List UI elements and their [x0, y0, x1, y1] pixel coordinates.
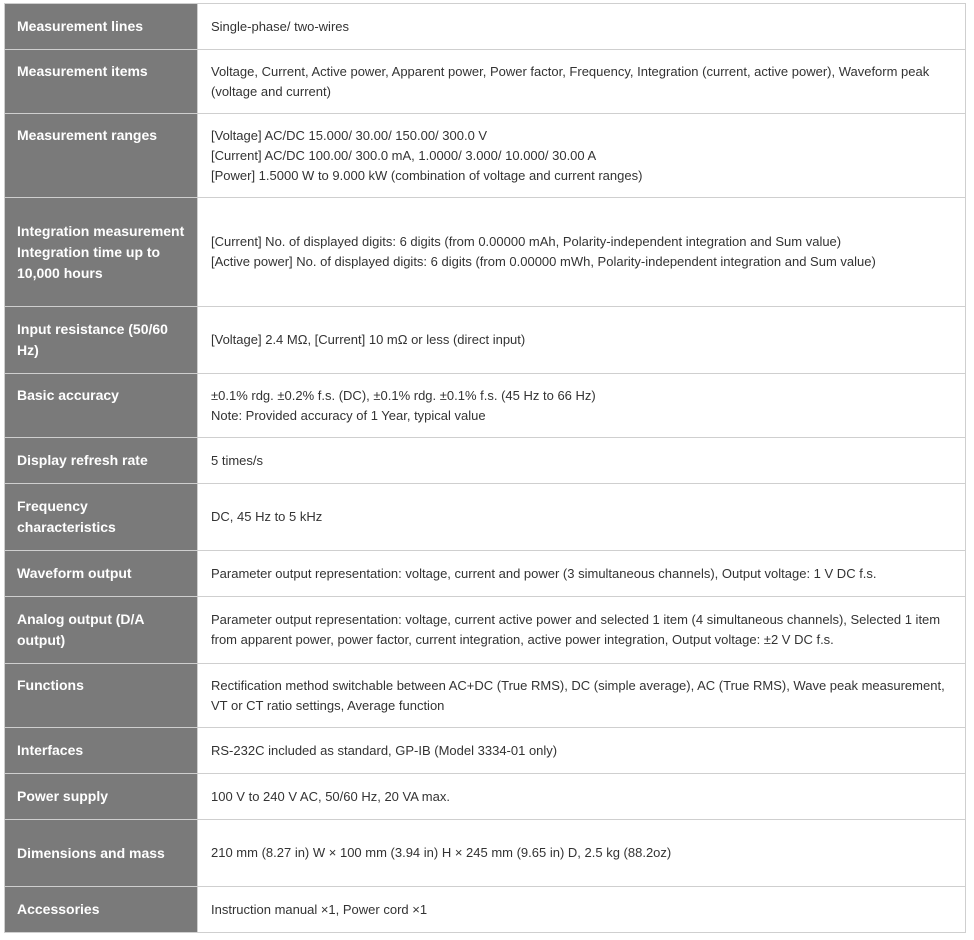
row-value: [198, 887, 966, 933]
row-value: [198, 664, 966, 728]
value-line: Voltage, Current, Active power, Apparent power, Power factor, Frequency, Integration (current, active power), Waveform peak (voltage and current): [211, 63, 930, 99]
spec-row: [5, 597, 966, 664]
row-value: [198, 597, 966, 664]
value-line: Rectification method switchable between AC+DC (True RMS), DC (simple average), AC (True RMS), Wave peak measurement, VT or CT ratio settings, Average function: [211, 677, 945, 713]
row-label: Waveform output: [5, 551, 198, 597]
value-line: [Active power] No. of displayed digits: 6 digits (from 0.00000 mWh, Polarity-independent integration and Sum value): [211, 254, 876, 269]
row-value: [198, 820, 966, 887]
value-line: DC, 45 Hz to 5 kHz: [211, 509, 323, 524]
value-line: [Current] AC/DC 100.00/ 300.0 mA, 1.0000/ 3.000/ 10.000/ 30.00 A: [211, 147, 597, 163]
value-line: Parameter output representation: voltage, current and power (3 simultaneous channels), Output voltage: 1 V DC f.s.: [211, 565, 877, 581]
row-label: Input resistance (50/60 Hz): [5, 307, 198, 374]
spec-row: [5, 114, 966, 198]
row-value: [198, 114, 966, 198]
row-value: [198, 728, 966, 774]
row-value: [198, 307, 966, 374]
row-label: Basic accuracy: [5, 374, 198, 438]
row-label: Measurement lines: [5, 4, 198, 50]
value-line: ±0.1% rdg. ±0.2% f.s. (DC), ±0.1% rdg. ±0.1% f.s. (45 Hz to 66 Hz): [211, 387, 596, 403]
row-value: [198, 50, 966, 114]
spec-row: [5, 50, 966, 114]
value-line: Instruction manual ×1, Power cord ×1: [211, 901, 428, 917]
row-label: Frequency characteristics: [5, 484, 198, 551]
row-value: [198, 774, 966, 820]
spec-row: [5, 484, 966, 551]
spec-row: [5, 664, 966, 728]
value-line: [Power] 1.5000 W to 9.000 kW (combination of voltage and current ranges): [211, 167, 643, 183]
value-line: Single-phase/ two-wires: [211, 18, 350, 34]
row-label: Functions: [5, 664, 198, 728]
row-value: [198, 374, 966, 438]
row-label: Dimensions and mass: [5, 820, 198, 887]
row-label: Power supply: [5, 774, 198, 820]
value-line: 210 mm (8.27 in) W × 100 mm (3.94 in) H × 245 mm (9.65 in) D, 2.5 kg (88.2oz): [211, 845, 672, 860]
value-line: RS-232C included as standard, GP-IB (Model 3334-01 only): [211, 742, 558, 758]
spec-row: [5, 728, 966, 774]
value-line: Parameter output representation: voltage, current active power and selected 1 item (4 simultaneous channels), Selected 1 item from apparent power, power factor, current integration, active power integration, Output voltage: ±2 V DC f.s.: [211, 612, 941, 647]
row-value: [198, 4, 966, 50]
spec-row: [5, 4, 966, 50]
row-label: Accessories: [5, 887, 198, 933]
spec-row: [5, 887, 966, 933]
spec-row: [5, 374, 966, 438]
row-label: Analog output (D/A output): [5, 597, 198, 664]
value-line: Note: Provided accuracy of 1 Year, typical value: [211, 407, 486, 423]
spec-table: [4, 3, 966, 933]
row-label: Display refresh rate: [5, 438, 198, 484]
spec-row: [5, 551, 966, 597]
row-value: [198, 551, 966, 597]
value-line: [Voltage] 2.4 MΩ, [Current] 10 mΩ or less (direct input): [211, 332, 526, 347]
value-line: [Current] No. of displayed digits: 6 digits (from 0.00000 mAh, Polarity-independent integration and Sum value): [211, 234, 842, 249]
row-value: [198, 484, 966, 551]
row-value: [198, 438, 966, 484]
value-line: 100 V to 240 V AC, 50/60 Hz, 20 VA max.: [211, 788, 450, 804]
row-value: [198, 198, 966, 307]
row-label: Interfaces: [5, 728, 198, 774]
row-label: Integration measurement Integration time up to 10,000 hours: [5, 198, 198, 307]
spec-row: [5, 307, 966, 374]
value-line: 5 times/s: [211, 452, 264, 468]
spec-row: [5, 198, 966, 307]
row-label: Measurement ranges: [5, 114, 198, 198]
spec-row: [5, 820, 966, 887]
spec-row: [5, 438, 966, 484]
spec-row: [5, 774, 966, 820]
value-line: [Voltage] AC/DC 15.000/ 30.00/ 150.00/ 300.0 V: [211, 127, 488, 143]
row-label: Measurement items: [5, 50, 198, 114]
